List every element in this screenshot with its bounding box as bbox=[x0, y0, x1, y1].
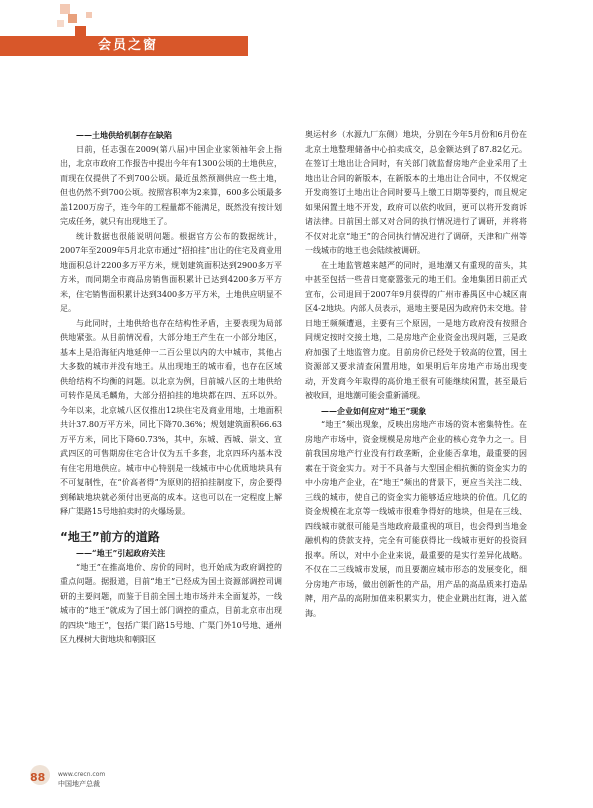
section-subtitle: ——“地王”引起政府关注 bbox=[76, 548, 166, 558]
page-footer bbox=[30, 765, 330, 805]
subheading-enterprise: ——企业如何应对“地王”现象 bbox=[321, 405, 427, 416]
magazine-name: 中国地产总裁 bbox=[58, 780, 100, 788]
footer-url: www.crecn.com bbox=[58, 771, 106, 778]
page-number: 88 bbox=[30, 771, 46, 784]
right-column bbox=[305, 128, 527, 621]
paragraph: 在土地监管越来越严的同时，退地潮又有重现的苗头，其中甚至包括一些昔日宽豪嚣张元的地王们。金地集团日前正式宣布，公司退回于2007年9月获得的广州市番禺区中心城区南区4-2地块。内部人员表示，退地主要是因为政府仍未交地。昔日地王频频遭退，主要有三个原因，一是地方政府没有按照合同规定按时交接土地，二是房地产企业资金出现问题，三是政府加强了土地监管力度。目前房价已经处于较高的位置，国土资源部又要求清查闲置用地，如果明后年房地产市场出现变动，开发商今年取得的高价地王很有可能继续闲置，甚至最后被收回，退地潮可能会重新涌现。 bbox=[305, 260, 527, 400]
paragraph: “地王”频出现象，反映出房地产市场的资本密集特性。在房地产市场中，资金规模是房地产企业的核心竞争力之一。目前我国房地产行业没有行政垄断，企业能否拿地，最重要的因素在于资金实力。对于不具备与大型国企相抗衡的资金实力的中小房地产企业，在“地王”频出的背景下，更应当关注二线、三线的城市，使自己的资金实力能够适应地块的价值。几亿的资金规模在北京等一线城市很难争得好的地块，但是在三线、四线城市就很可能是当地政府最重视的项目，也会得到当地金融机构的贷款支持，完全有可能获得比一线城市更好的投资回报率。所以，对中小企业来说，最重要的是实行差异化战略。不仅在二三线城市发展，而且要潮应城市形态的发展变化，细分房地产市场，做出创新性的产品，用产品的高品质来打造品牌，用产品的高附加值来积累实力，使企业跳出红海，进入蓝海。 bbox=[305, 420, 527, 618]
section-header bbox=[0, 0, 593, 60]
left-column bbox=[60, 128, 282, 648]
paragraph: 与此同时，土地供给也存在结构性矛盾，主要表现为局部供地紧张。从目前情况看，大部分地王产生在一小部分地区，基本上是沿海征内地延伸一二百公里以内的大中城市，其他占大多数的城市并没有地王。从出现地王的城市看，也存在区域供给结构不均衡的问题。以北京为例，目前城八区的土地供给可转作是凤毛麟角，大部分招拍挂的地块都在四、五环以外。今年以来，北京城八区仅推出12块住宅及商业用地，土地面积共计37.80万平方米，同比下降70.36%；规划建筑面积66.63万平方米，同比下降60.73%，其中，东城、西城、崇文、宣武四区的可售期房住宅合计仅为五千多套，北京四环内基本没有住宅用地供应。城市中心特别是一线城市中心优质地块具有不可复制性，在“价高者得”为原则的招拍挂制度下，房企要得到稀缺地块就必须付出更高的成本。这也可以在一定程度上解释广渠路15号地拍卖时的火爆场景。 bbox=[60, 318, 282, 516]
section-label: 会员之窗 bbox=[98, 38, 159, 53]
paragraph: 奥运村乡（水源九厂东侧）地块，分别在今年5月份和6月份在北京土地整理储备中心拍卖成交，总金额达到了87.82亿元。在签订土地出让合同时，有关部门就监督房地产企业采用了土地出让合同的新版本，在新版本的土地出让合同中，不仅规定开发商签订土地出让合同时要马上缴工日期等要约，而且规定如果闲置土地不开发，政府可以依约收回，更可以将开发商诉诸法律。日前国土部又对合同的执行情况进行了调研，并将将不仅对北京“地王”的合同执行情况进行了调研，天津和广州等一线城市的地王也会陆续被调研。 bbox=[305, 130, 527, 255]
paragraph: 日前，任志强在2009(第八届)中国企业家领袖年会上指出，北京市政府工作报告中提出今年有1300公顷的土地供应，而现在仅提供了不到700公顷。最近虽然预测供应一些土地，但也仍然不到700公顷。按照容积率为2来算，600多公顷最多盖1200万房子，连今年的工程量都不能满足，既然没有按计划完成任务，就只有出现地王了。 bbox=[60, 144, 282, 226]
paragraph: 统计数据也很能说明问题。根据官方公布的数据统计，2007年至2009年5月北京市通过“招拍挂”出让的住宅及商业用地面积总计2200多万平方米，规划建筑面积达到2900多万平方米，而同期全市商品房销售面积累计已达到4200多万平方米，住宅销售面积累计达到3400多万平方米，土地供应明显不足。 bbox=[60, 231, 282, 313]
subheading-land-supply: ——土地供给机制存在缺陷 bbox=[76, 130, 172, 140]
section-title: “地王”前方的道路 bbox=[60, 529, 160, 544]
paragraph: “地王”在推高地价、房价的同时，也开始成为政府调控的重点问题。据报道，目前“地王”已经成为国土资源部调控司调研的主要问题，而鉴于目前全国土地市场并未全面复苏，一线城市的“地王”就成为了国土部门调控的重点，目前北京市出现的四块“地王”，包括广渠门路15号地、广渠门外10号地、通州区九棵树大街地块和朝阳区 bbox=[60, 562, 282, 644]
